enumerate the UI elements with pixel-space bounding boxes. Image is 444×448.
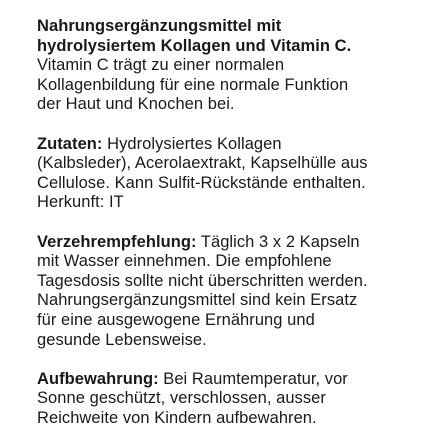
ingredients-label: Zutaten: — [37, 134, 103, 153]
storage-line-3: Reichweite von Kindern aufbewahren. — [37, 408, 317, 427]
usage-line-3: Tagesdosis sollte nicht überschritten werden. — [37, 271, 368, 290]
ingredients-line-3: Cellulose. Kann Sulfit-Rückstände enthalten. — [37, 173, 366, 192]
product-label-text — [37, 17, 437, 448]
storage-line-1 — [37, 370, 437, 390]
storage-label: Aufbewahrung: — [37, 369, 159, 388]
storage-line-2: Sonne geschützt, verschlossen, ausser — [37, 389, 326, 408]
intro-section — [37, 17, 437, 115]
usage-line-1 — [37, 233, 437, 253]
intro-body-line-1: Vitamin C trägt zu einer normalen — [37, 56, 285, 75]
ingredients-line-2: (Kalbsleder), Acerolaextrakt, Kapselhülle aus — [37, 154, 368, 173]
intro-heading-line-2: hydrolysiertem Kollagen und Vitamin C. — [37, 36, 352, 55]
usage-line-4: Nahrungsergänzungsmittel sind kein Ersatz — [37, 291, 358, 310]
usage-label: Verzehrempfehlung: — [37, 232, 197, 251]
ingredients-line-1-text: Hydrolysiertes Kollagen — [102, 134, 282, 153]
usage-line-6: gesunde Lebensweise. — [37, 330, 207, 349]
usage-section — [37, 233, 437, 351]
ingredients-line-4: Herkunft: IT — [37, 193, 124, 212]
ingredients-line-1 — [37, 135, 437, 155]
intro-body-line-2: Kollagenbildung für eine normale Funktion — [37, 75, 349, 94]
intro-heading-line-1: Nahrungsergänzungsmittel mit — [37, 17, 282, 35]
storage-section — [37, 370, 437, 429]
storage-line-1-text: Bei Raumtemperatur, vor — [158, 369, 348, 388]
ingredients-section — [37, 135, 437, 213]
usage-line-2: mit Wasser einnehmen. Die empfohlene — [37, 252, 332, 271]
usage-line-5: für eine ausgewogene Ernährung und — [37, 310, 315, 329]
usage-line-1-text: Täglich 3 x 2 Kapseln — [196, 232, 360, 251]
intro-body-line-3: der Haut und Knochen bei. — [37, 95, 235, 114]
